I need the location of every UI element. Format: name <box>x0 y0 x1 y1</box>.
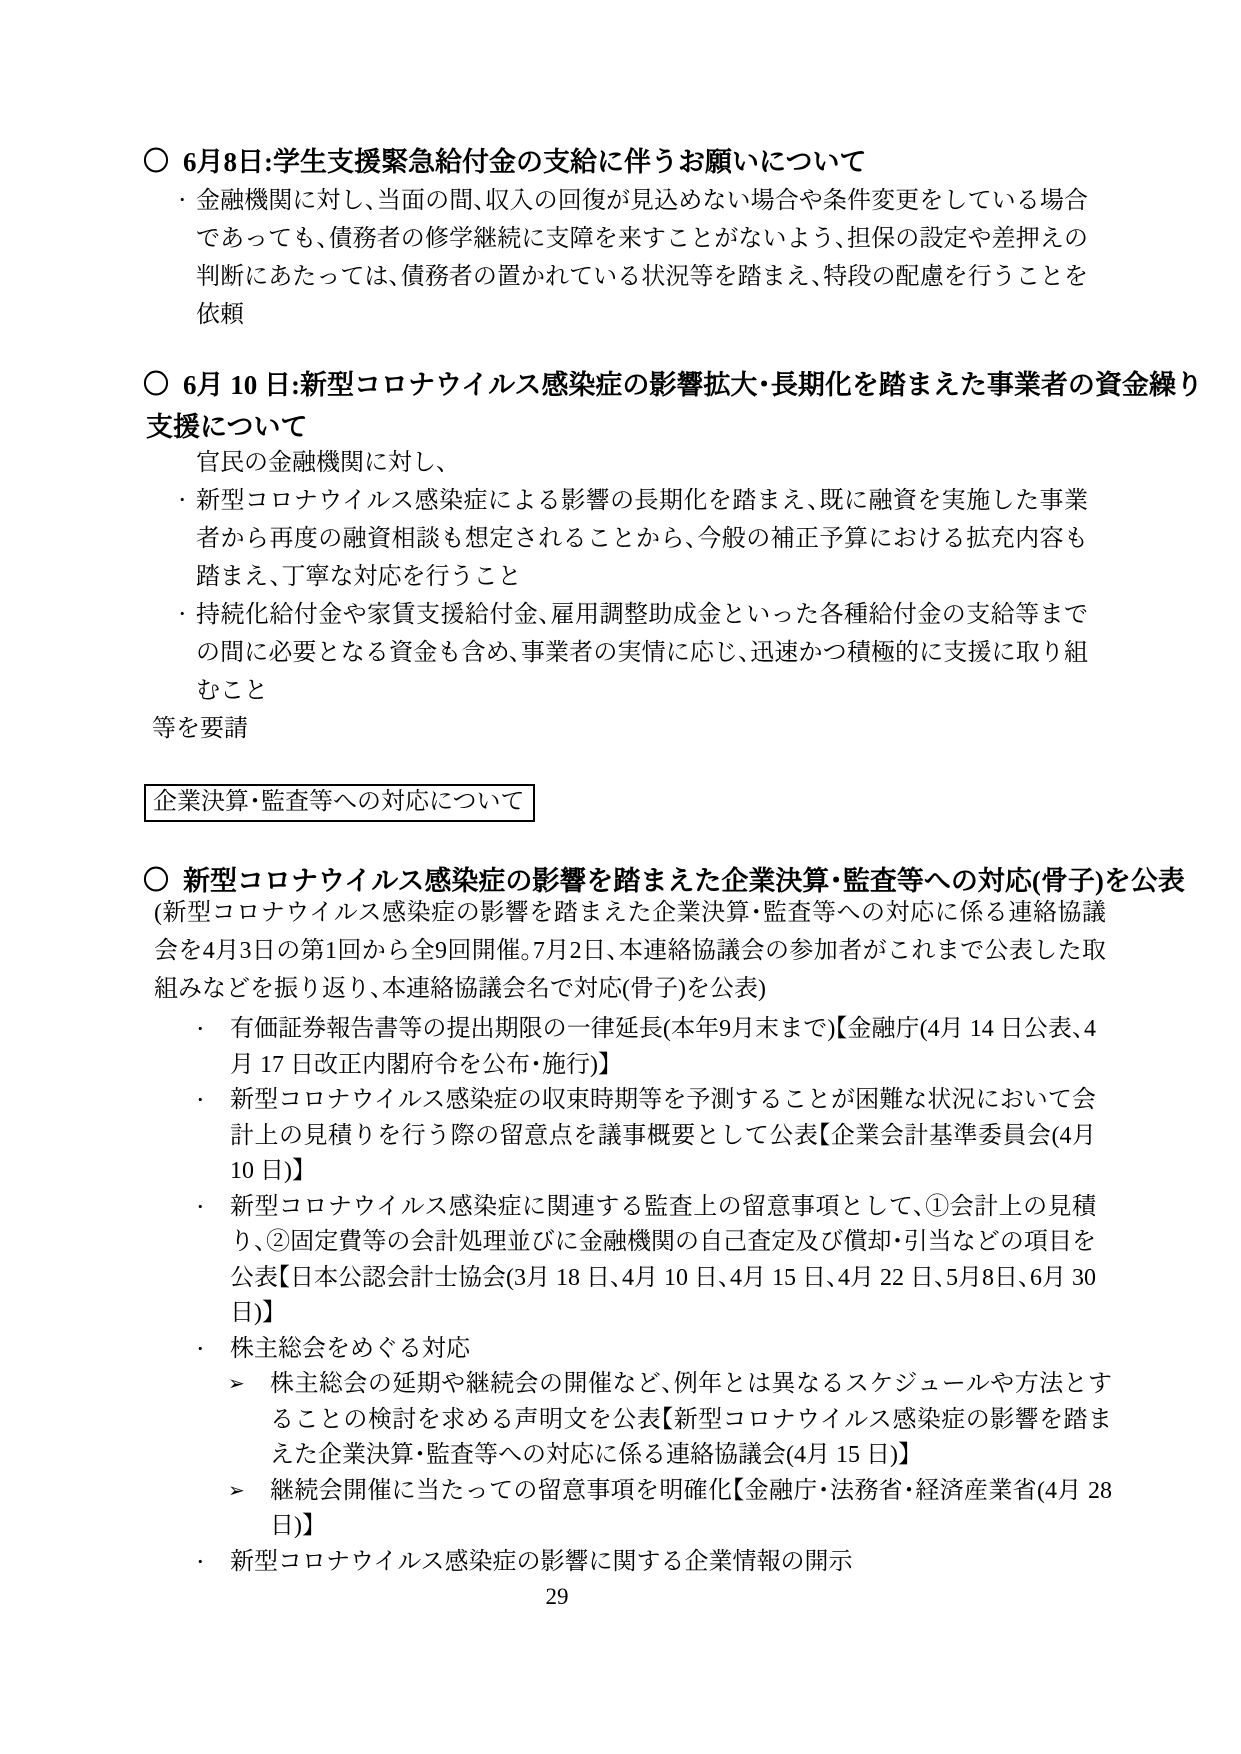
list-item-text: 有価証券報告書等の提出期限の一律延長(本年9月末まで)【金融庁(4月 14 日公表、4月 17 日改正内閣府令を公布・施行)】 <box>230 1016 1096 1078</box>
section-heading-june10-line1: 6月 10 日:新型コロナウイルス感染症の影響拡大・長期化を踏まえた事業者の資金繰り <box>183 370 1203 400</box>
section-heading-june8 <box>143 141 866 183</box>
section-heading-june10-line2: 支援について <box>146 412 308 442</box>
sub-list-item <box>228 1474 1112 1545</box>
circle-bullet-marker: 〇 <box>143 147 170 176</box>
dot-bullet-marker: ・ <box>196 1339 205 1359</box>
dot-bullet-marker: ・ <box>178 491 187 510</box>
section-heading-june10 <box>143 364 1203 448</box>
list-item-text: 持続化給付金や家賃支援給付金、雇用調整助成金といった各種給付金の支給等までの間に必要となる資金も含め、事業者の実情に応じ、迅速かつ積極的に支援に取り組むこと <box>196 602 1088 704</box>
list-item <box>196 1190 1112 1332</box>
section-heading-kessan-text: 新型コロナウイルス感染症の影響を踏まえた企業決算・監査等への対応(骨子)を公表 <box>183 866 1185 896</box>
list-item-text: 新型コロナウイルス感染症による影響の長期化を踏まえ、既に融資を実施した事業者から再度の融資相談も想定されることから、今般の補正予算における拡充内容も踏まえ、丁寧な対応を行うこと <box>196 488 1088 590</box>
dot-bullet-marker: ・ <box>178 605 187 624</box>
page-number: 29 <box>545 1584 569 1609</box>
list-item-text: 新型コロナウイルス感染症に関連する監査上の留意事項として、①会計上の見積り、②固定費等の会計処理並びに金融機関の自己査定及び償却・引当などの項目を公表【日本公認会計士協会(3月 18 日、4月 10 日、4月 15 日、4月 22 日、5月8日、6月 30 日)】 <box>230 1193 1096 1326</box>
list-item <box>196 1083 1112 1190</box>
dot-bullet-marker: ・ <box>196 1197 205 1217</box>
arrow-bullet-marker: ➢ <box>228 1479 245 1502</box>
list-item-text: 株主総会をめぐる対応 <box>230 1335 470 1362</box>
list-item <box>178 482 1088 596</box>
dot-bullet-marker: ・ <box>178 191 187 210</box>
dot-bullet-marker: ・ <box>196 1091 205 1110</box>
list-item <box>196 1332 1112 1368</box>
arrow-bullet-marker: ➢ <box>228 1373 245 1395</box>
sub-list-item-text: 継続会開催に当たっての留意事項を明確化【金融庁・法務省・経済産業省(4月 28 日)】 <box>270 1477 1112 1539</box>
list-item <box>196 1012 1112 1083</box>
closing-line: 等を要請 <box>152 716 248 742</box>
sub-list-item <box>228 1367 1112 1474</box>
list-item <box>178 596 1088 710</box>
section-heading-june8-text: 6月8日:学生支援緊急給付金の支給に伴うお願いについて <box>183 147 867 177</box>
sub-list-item-text: 株主総会の延期や継続会の開催など、例年とは異なるスケジュールや方法とすることの検討を求める声明文を公表【新型コロナウイルス感染症の影響を踏まえた企業決算・監査等への対応に係る連絡協議会(4月 15 日)】 <box>270 1371 1112 1468</box>
kessan-list <box>0 1012 1112 1580</box>
dot-bullet-marker: ・ <box>196 1552 205 1572</box>
list-item-text: 金融機関に対し、当面の間、収入の回復が見込めない場合や条件変更をしている場合であっても、債務者の修学継続に支障を来すことがないよう、担保の設定や差押えの判断にあたっては、債務者の置かれている状況等を踏まえ、特段の配慮を行うことを依頼 <box>196 188 1088 328</box>
list-item-text: 新型コロナウイルス感染症の収束時期等を予測することが困難な状況において会計上の見積りを行う際の留意点を議事概要として公表【企業会計基準委員会(4月 10 日)】 <box>230 1087 1096 1184</box>
intro-line: 官民の金融機関に対し、 <box>196 450 448 476</box>
circle-bullet-marker: 〇 <box>143 866 170 895</box>
list-item <box>196 1545 1112 1581</box>
list-item-text: 新型コロナウイルス感染症の影響に関する企業情報の開示 <box>230 1548 853 1575</box>
circle-bullet-marker: 〇 <box>143 370 170 399</box>
section-paragraph: (新型コロナウイルス感染症の影響を踏まえた企業決算・監査等への対応に係る連絡協議会を4月3日の第1回から全9回開催。7月2日、本連絡協議会の参加者がこれまで公表した取組みなどを振り返り、本連絡協議会名で対応(骨子)を公表) <box>154 900 1106 1002</box>
boxed-heading: 企業決算・監査等への対応について <box>144 784 535 822</box>
dot-bullet-marker: ・ <box>196 1020 205 1039</box>
list-item <box>178 182 1088 334</box>
